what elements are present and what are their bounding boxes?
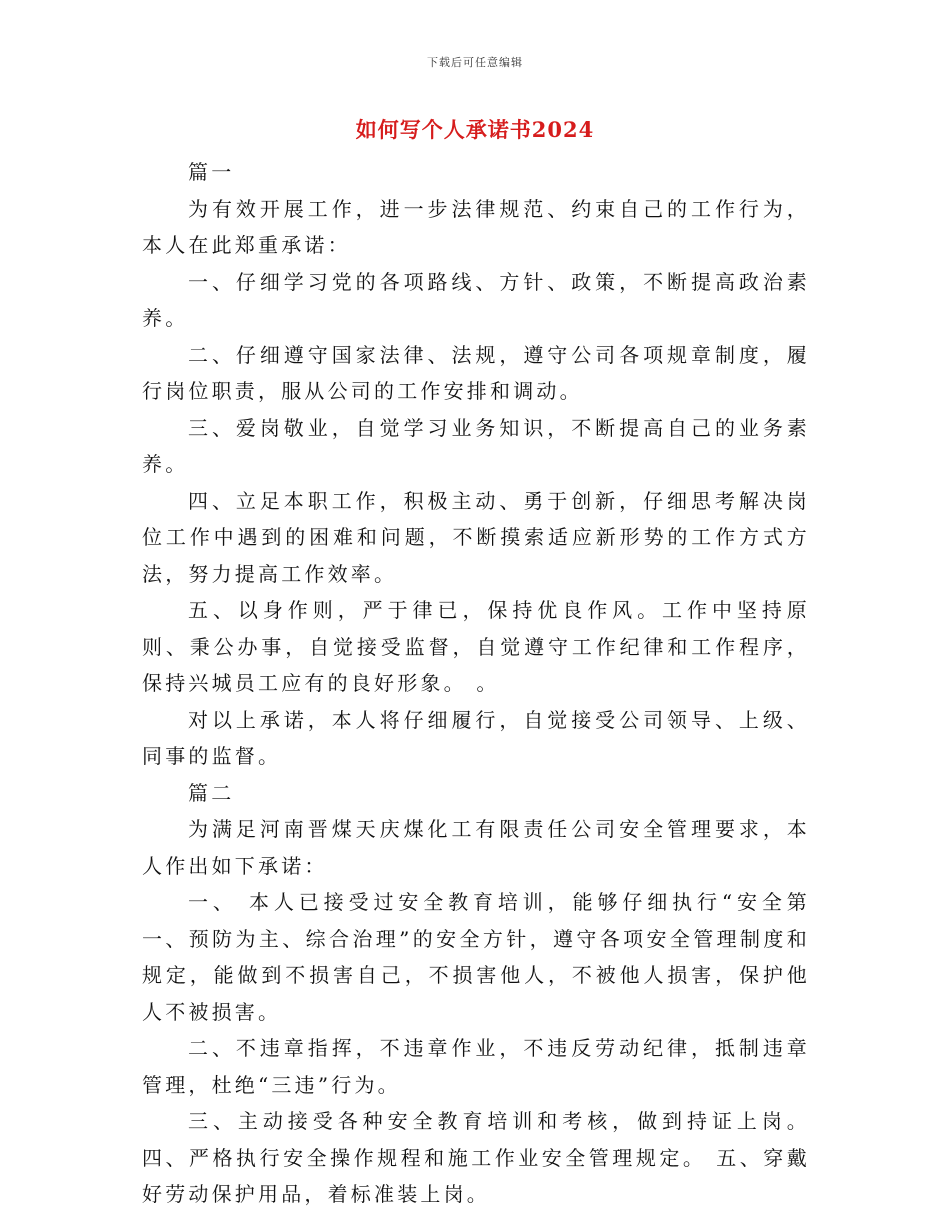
paragraph: 三、爱岗敬业，自觉学习业务知识，不断提高自己的业务素养。 <box>142 415 810 476</box>
paragraph: 为有效开展工作，进一步法律规范、约束自己的工作行为，本人在此郑重承诺： <box>142 196 810 257</box>
section-heading-2: 篇二 <box>188 780 235 805</box>
paragraph: 五、以身作则，严于律已，保持优良作风。工作中坚持原则、秉公办事，自觉接受监督，自觉遵守工作纪律和工作程序，保持兴城员工应有的良好形象。 。 <box>142 598 810 695</box>
paragraph: 二、不违章指挥，不违章作业，不违反劳动纪律，抵制违章管理，杜绝“三违”行为。 <box>142 1036 810 1097</box>
document-body <box>142 154 810 1213</box>
paragraph: 对以上承诺，本人将仔细履行，自觉接受公司领导、上级、同事的监督。 <box>142 707 810 768</box>
paragraph: 一、 本人已接受过安全教育培训，能够仔细执行“安全第一、预防为主、综合治理”的安全方针，遵守各项安全管理制度和规定，能做到不损害自己，不损害他人，不被他人损害，保护他人不被损害。 <box>142 890 810 1024</box>
paragraph: 四、立足本职工作，积极主动、勇于创新，仔细思考解决岗位工作中遇到的困难和问题，不断摸索适应新形势的工作方式方法，努力提高工作效率。 <box>142 488 810 586</box>
paragraph: 为满足河南晋煤天庆煤化工有限责任公司安全管理要求，本人作出如下承诺： <box>142 817 810 878</box>
paragraph: 三、主动接受各种安全教育培训和考核，做到持证上岗。 四、严格执行安全操作规程和施工作业安全管理规定。 五、穿戴好劳动保护用品，着标准装上岗。 <box>142 1109 810 1206</box>
document-title: 如何写个人承诺书2024 <box>355 117 595 142</box>
paragraph: 一、仔细学习党的各项路线、方针、政策，不断提高政治素养。 <box>142 269 810 330</box>
paragraph: 二、仔细遵守国家法律、法规，遵守公司各项规章制度，履行岗位职责，服从公司的工作安排和调动。 <box>142 342 810 403</box>
section-heading-1: 篇一 <box>188 160 235 184</box>
header-note: 下载后可任意编辑 <box>427 56 523 69</box>
